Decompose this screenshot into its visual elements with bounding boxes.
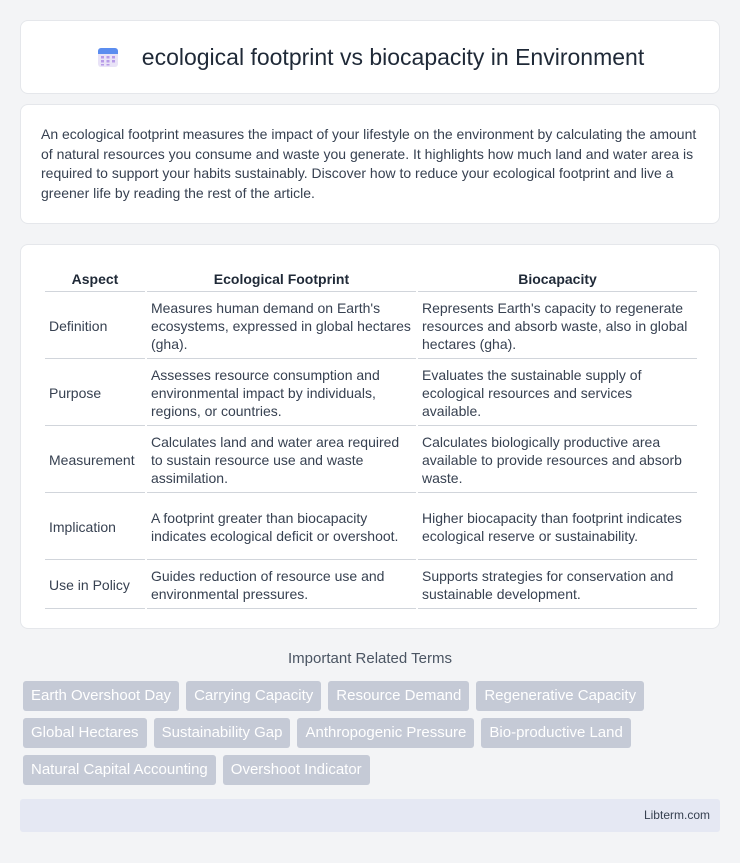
calendar-icon [96,45,120,69]
related-term-tag[interactable]: Overshoot Indicator [223,755,370,785]
intro-paragraph: An ecological footprint measures the impact of your lifestyle on the environment by calculating the amount of natural resources you consume and waste you generate. It highlights how much land and water area is required to support your habits sustainably. Discover how to reduce your ecological footprint and live a greener life by reading the rest of the article. [20,104,720,224]
related-term-tag[interactable]: Anthropogenic Pressure [297,718,474,748]
related-term-tag[interactable]: Global Hectares [23,718,147,748]
column-header-aspect: Aspect [45,267,145,292]
row-biocapacity: Higher biocapacity than footprint indicates ecological reserve or sustainability. [418,495,697,560]
related-term-tag[interactable]: Sustainability Gap [154,718,291,748]
page-header [20,20,720,94]
related-term-tag[interactable]: Earth Overshoot Day [23,681,179,711]
table-row [45,495,697,560]
related-terms-list [23,681,723,792]
row-aspect: Purpose [45,361,145,426]
comparison-table [43,265,699,611]
comparison-card [20,244,720,629]
column-header-biocapacity: Biocapacity [418,267,697,292]
row-ecological-footprint: A footprint greater than biocapacity indicates ecological deficit or overshoot. [147,495,416,560]
column-header-ecological-footprint: Ecological Footprint [147,267,416,292]
page-title: ecological footprint vs biocapacity in Environment [141,43,645,70]
footer-site-link[interactable]: Libterm.com [20,799,720,832]
related-term-tag[interactable]: Regenerative Capacity [476,681,644,711]
row-aspect: Implication [45,495,145,560]
row-aspect: Use in Policy [45,562,145,609]
related-term-tag[interactable]: Carrying Capacity [186,681,321,711]
row-biocapacity: Calculates biologically productive area available to provide resources and absorb waste. [418,428,697,493]
row-ecological-footprint: Measures human demand on Earth's ecosystems, expressed in global hectares (gha). [147,294,416,359]
row-ecological-footprint: Calculates land and water area required to sustain resource use and waste assimilation. [147,428,416,493]
row-aspect: Measurement [45,428,145,493]
related-term-tag[interactable]: Resource Demand [328,681,469,711]
row-ecological-footprint: Guides reduction of resource use and environmental pressures. [147,562,416,609]
table-row [45,294,697,359]
row-biocapacity: Supports strategies for conservation and sustainable development. [418,562,697,609]
table-row [45,562,697,609]
table-row [45,361,697,426]
row-ecological-footprint: Assesses resource consumption and environmental impact by individuals, regions, or countries. [147,361,416,426]
related-terms-heading: Important Related Terms [288,650,452,667]
row-biocapacity: Represents Earth's capacity to regenerate resources and absorb waste, also in global hectares (gha). [418,294,697,359]
related-term-tag[interactable]: Bio-productive Land [481,718,630,748]
related-term-tag[interactable]: Natural Capital Accounting [23,755,216,785]
table-row [45,428,697,493]
row-biocapacity: Evaluates the sustainable supply of ecological resources and services available. [418,361,697,426]
table-header-row [45,267,697,292]
row-aspect: Definition [45,294,145,359]
